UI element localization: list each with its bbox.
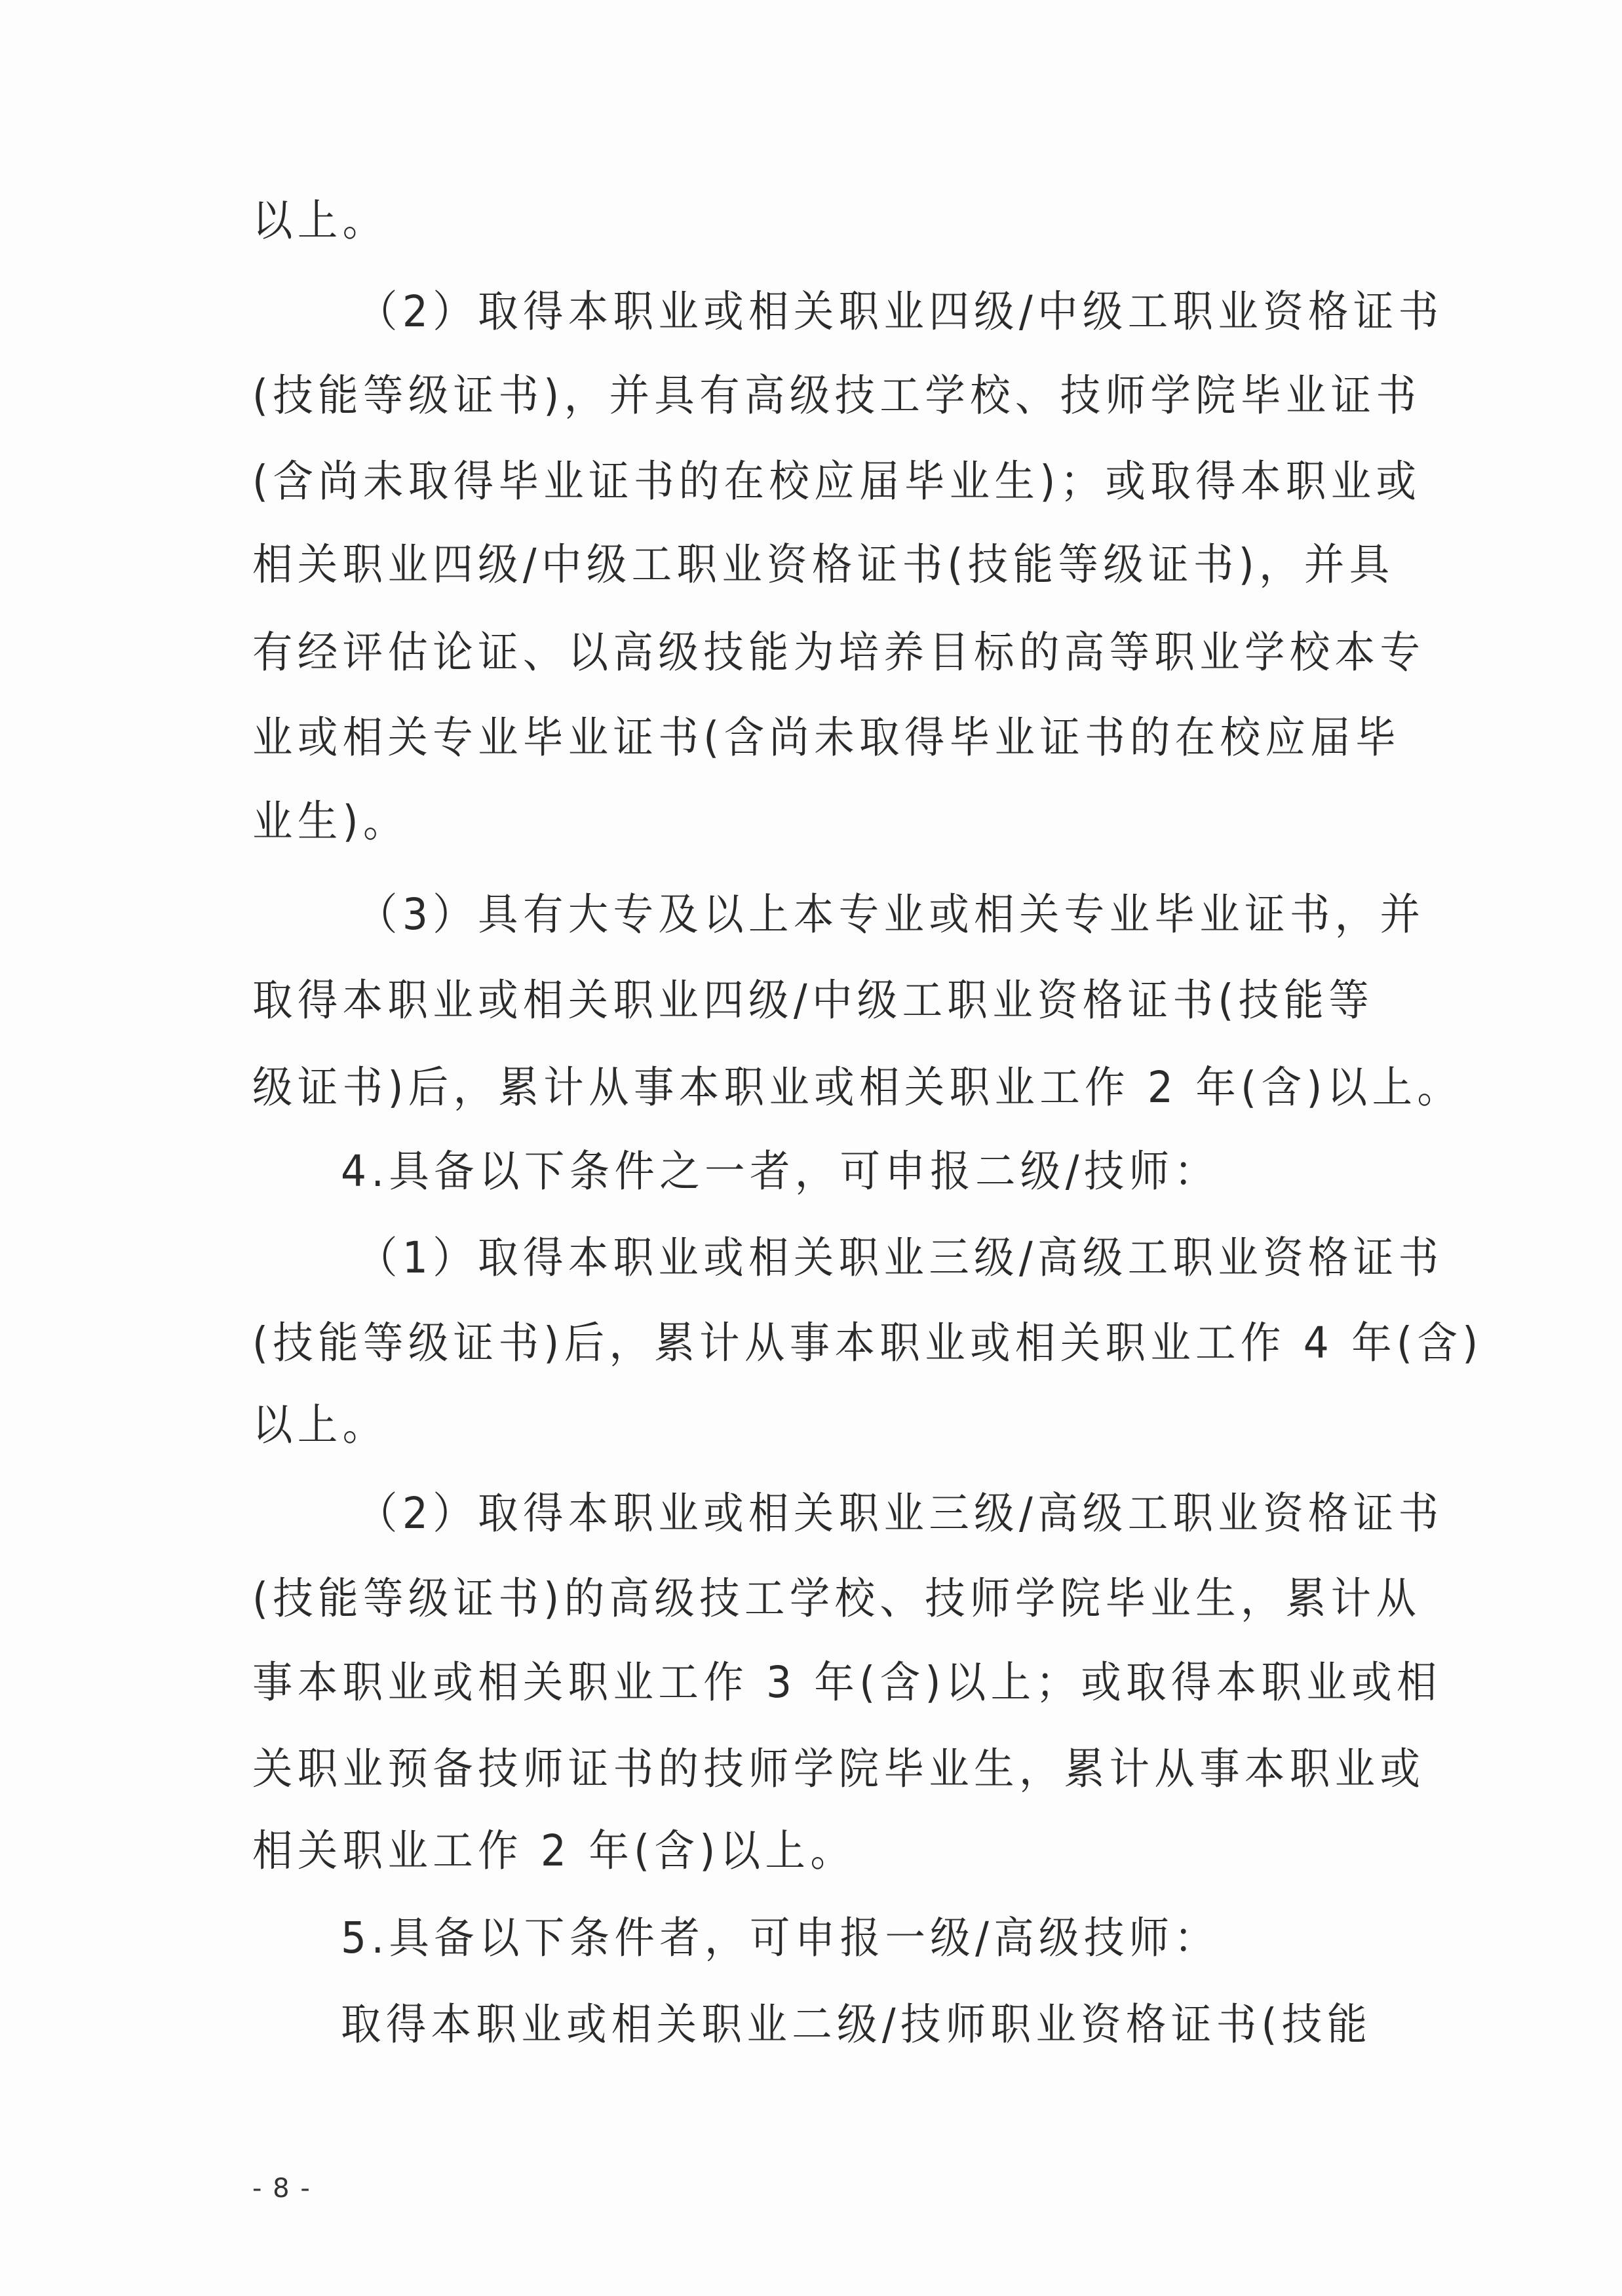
text-line: （2）取得本职业或相关职业三级/高级工职业资格证书 xyxy=(357,1488,1444,1539)
text-line: 业或相关专业毕业证书(含尚未取得毕业证书的在校应届毕 xyxy=(252,712,1400,763)
text-line: 级证书)后，累计从事本职业或相关职业工作 2 年(含)以上。 xyxy=(252,1062,1463,1113)
text-line: (技能等级证书)后，累计从事本职业或相关职业工作 4 年(含) xyxy=(252,1318,1483,1368)
text-line: 以上。 xyxy=(252,1400,388,1450)
text-line: 以上。 xyxy=(252,195,388,246)
text-line: 取得本职业或相关职业二级/技师职业资格证书(技能 xyxy=(341,1999,1372,2050)
text-line: (技能等级证书)，并具有高级技工学校、技师学院毕业证书 xyxy=(252,370,1421,421)
text-line: 取得本职业或相关职业四级/中级工职业资格证书(技能等 xyxy=(252,975,1374,1025)
section-heading: 4.具备以下条件之一者，可申报二级/技师： xyxy=(341,1146,1220,1196)
text-line: (含尚未取得毕业证书的在校应届毕业生)；或取得本职业或 xyxy=(252,456,1421,507)
text-line: （1）取得本职业或相关职业三级/高级工职业资格证书 xyxy=(357,1233,1444,1283)
page-number: - 8 - xyxy=(252,2173,311,2204)
text-line: （2）取得本职业或相关职业四级/中级工职业资格证书 xyxy=(357,286,1444,337)
section-heading: 5.具备以下条件者，可申报一级/高级技师： xyxy=(341,1913,1220,1963)
text-line: 有经评估论证、以高级技能为培养目标的高等职业学校本专 xyxy=(252,627,1425,678)
text-line: 相关职业工作 2 年(含)以上。 xyxy=(252,1826,856,1876)
text-line: （3）具有大专及以上本专业或相关专业毕业证书，并 xyxy=(357,889,1425,940)
text-line: 事本职业或相关职业工作 3 年(含)以上；或取得本职业或相 xyxy=(252,1657,1442,1708)
text-line: 业生)。 xyxy=(252,796,408,847)
text-line: 相关职业四级/中级工职业资格证书(技能等级证书)，并具 xyxy=(252,539,1395,590)
text-line: 关职业预备技师证书的技师学院毕业生，累计从事本职业或 xyxy=(252,1744,1425,1794)
text-line: (技能等级证书)的高级技工学校、技师学院毕业生，累计从 xyxy=(252,1573,1421,1624)
